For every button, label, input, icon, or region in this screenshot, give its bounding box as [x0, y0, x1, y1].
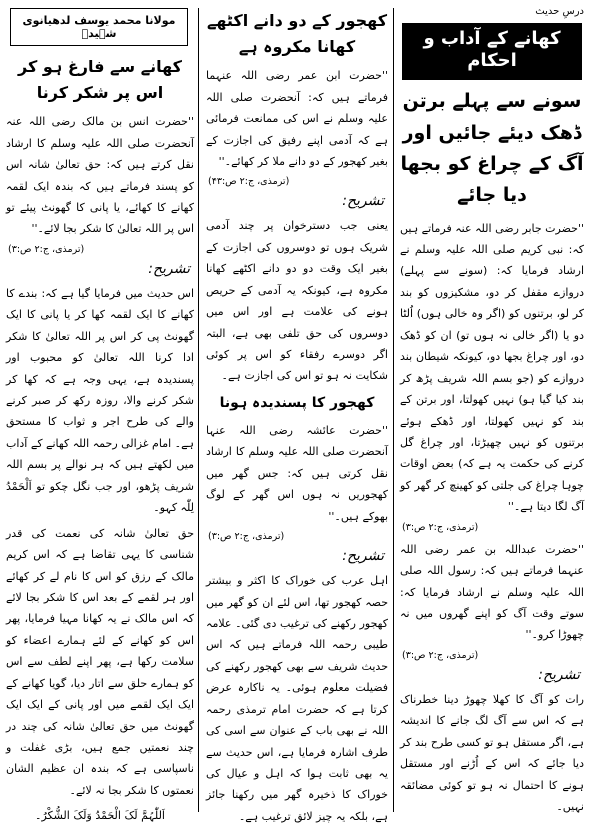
- heading-line: اس پر شکر کرنا: [36, 82, 164, 102]
- heading-line: کھجور کے دو دانے اکٹھے: [206, 11, 388, 30]
- series-title-box: کھانے کے آداب و احکام: [402, 23, 582, 80]
- hadith-reference: (ترمذی، ج:۲ ص:۴۳): [208, 176, 290, 188]
- tashreeh-text: یعنی جب دسترخوان پر چند آدمی شریک ہوں تو دوسروں کی اجازت کے بغیر ایک وقت دو دو دانے اکٹھے کھانا مکروہ ہے، کیونکہ یہ آدمی کے حریص ہونے کی علامت ہے اور اس میں دوسروں کی حق تلفی بھی ہے، البتہ اگر دوسرے رفقاء کو اس پر کوئی شکایت نہ ہو تو اس کی اجازت ہے۔: [206, 219, 388, 383]
- right-column: [398, 6, 586, 814]
- tashreeh-text: رات کو آگ کا کھلا چھوڑ دینا خطرناک ہے کہ اس سے آگ لگ جانے کا اندیشہ ہے، اگر مستقل ہو تو کسی طرح بند کر دیا جائے کہ اس کے اُڑنے اور مستقل ہونے کا احتمال نہ ہو تو کوئی مضائقہ نہیں۔: [400, 692, 584, 814]
- hadith-text: ''حضرت جابر رضی اللہ عنہ فرماتے ہیں کہ: نبی کریم صلی اللہ علیہ وسلم نے ارشاد فرمایا کہ: (سونے سے پہلے) دروازے مقفل کر دو، مشکیزوں کو بند کر لو، برتنوں کو (اگر وہ خالی ہوں) اُلٹا دو یا (اگر خالی نہ ہوں تو) ان کو ڈھک دو، اور چراغ بجھا دو، کیونکہ شیطان بند دروازے کو (جو بسم اللہ شریف پڑھ کر بند کیا گیا ہو) نہیں کھولتا، اور برتن کے بند کو نہیں کھولتا، اور ڈھکے ہوئے برتنوں کو نہیں چھیڑتا، اور چراغ گل کرنے کی حکمت یہ ہے کہ) بعض اوقات چوہا چراغ کی جلتی کو کھینچ کر گھر کو آگ لگا دیتا ہے۔'': [400, 221, 584, 514]
- tashreeh-label: تشریح:: [538, 666, 580, 683]
- tashreeh-text: اس حدیث میں فرمایا گیا ہے کہ: بندے کا کھانے کا ایک لقمہ کھا کر یا پانی کا ایک گھونٹ پی کر اس پر اللہ تعالیٰ کا شکر ادا کرنا اللہ تعالیٰ کو محبوب اور پسندیدہ ہے، یہی وجہ ہے کہ کھا کر شکر کرنے والا، روزہ رکھ کر صبر کرنے والے کی طرح اجر و ثواب کا مستحق ہے۔ امام غزالی رحمہ اللہ کھانے کے آداب میں لکھتے ہیں کہ ہر نوالے پر بسم اللہ شریف پڑھو، اور جب نگل چکو تو اَلْحَمْدُ لِلّٰہ کہو۔: [6, 286, 194, 515]
- hadith-text: ''حضرت انس بن مالک رضی اللہ عنہ آنحضرت صلی اللہ علیہ وسلم کا ارشاد نقل کرتے ہیں کہ: حق تعالیٰ شانہ اس کو پسند فرماتے ہیں کہ بندہ ایک لقمہ کھانے کا کھائے، یا پانی کا گھونٹ پیئے تو اس پر اللہ تعالیٰ کا شکر بجا لائے۔'': [6, 115, 194, 236]
- article-heading: [204, 8, 390, 59]
- heading-line: کھانے سے فارغ ہو کر: [18, 57, 182, 76]
- hadith-text: ''حضرت عبداللہ بن عمر رضی اللہ عنہما فرماتے ہیں کہ: رسول اللہ صلی اللہ علیہ وسلم نے ارشاد فرمایا کہ: سوتے وقت آگ کو اپنے گھروں میں نہ چھوڑا کرو۔'': [400, 542, 584, 642]
- tashreeh-text: اہل عرب کی خوراک کا اکثر و بیشتر حصہ کھجور تھا، اس لئے ان کو گھر میں کھجور رکھنے کی ترغیب دی گئی۔ علامہ طیبی رحمہ اللہ فرماتے ہیں کہ اس حدیث شریف سے بھی کھجور رکھنے کی فضیلت معلوم ہوئی۔ یہ ناکارہ عرض کرتا ہے کہ حضرت امام ترمذی رحمہ اللہ نے بھی باب کے عنوان سے اسی کی طرف اشارہ فرمایا ہے، اس حدیث سے یہ بھی ثابت ہوا کہ اہل و عیال کی خوراک کا ذخیرہ گھر میں رکھنا جائز ہے، بلکہ یہ چیز لائق ترغیب ہے۔: [206, 574, 388, 823]
- article-heading: کھجور کا پسندیدہ ہونا: [219, 394, 375, 411]
- hadith-reference: (ترمذی، ج:۲ ص:۳): [402, 649, 479, 661]
- heading-line: کھانا مکروہ ہے: [238, 36, 356, 56]
- hadith-reference: (ترمذی، ج:۲ ص:۳): [402, 521, 479, 533]
- tashreeh-text: حق تعالیٰ شانہ کی نعمت کی قدر شناسی کا یہی تقاضا ہے کہ اس کریم مالک کے رزق کو اس کا نام لے کر کھائے اور ہر لقمے کے بعد اس کا شکر بجا لائے کہ اس مالک نے یہ کھانا مہیا فرمایا، پھر اس کو کھانے کے لئے ہمارے اعضاء کو سلامت رکھا ہے، پھر اپنے لطف سے اس کو ہمارے حلق سے اتار دیا، گویا کھانے کے ایک ایک لقمے میں اور پانی کے ایک ایک گھونٹ میں حق تعالیٰ شانہ کی چند در چند نعمتیں جمع ہیں، بڑی غفلت و ناسپاسی ہے کہ بندہ ان عظیم الشان نعمتوں کا شکر بجا نہ لائے۔: [6, 526, 194, 797]
- column-divider: [198, 8, 199, 812]
- section-tag: درسِ حدیث: [535, 6, 584, 17]
- article-heading: سونے سے پہلے برتن ڈھک دیئے جائیں اور آگ کے چراغ کو بجھا دیا جائے: [400, 90, 584, 207]
- hadith-reference: (ترمذی، ج:۲ ص:۳): [8, 243, 85, 255]
- hadith-text: ''حضرت ابن عمر رضی اللہ عنہما فرماتے ہیں کہ: آنحضرت صلی اللہ علیہ وسلم نے اس کی ممانعت فرمائی ہے کہ آدمی اپنے رفیق کی اجازت کے بغیر کھجور کے دو دانے ملا کر کھائے۔'': [206, 69, 388, 168]
- tashreeh-label: تشریح:: [342, 548, 384, 565]
- hadith-reference: (ترمذی، ج:۲ ص:۳): [208, 531, 285, 543]
- tashreeh-label: تشریح:: [342, 193, 384, 210]
- column-divider: [393, 8, 394, 812]
- author-box: مولانا محمد یوسف لدھیانوی شہیدؒ: [10, 8, 188, 46]
- tashreeh-label: تشریح:: [148, 260, 190, 277]
- middle-column: [204, 6, 390, 823]
- closing-dua: اَللّٰہُمَّ لَکَ الْحَمْدُ وَلَکَ الشُّکْرُ۔: [35, 809, 165, 823]
- left-column: [4, 6, 196, 823]
- hadith-text: ''حضرت عائشہ رضی اللہ عنہا آنحضرت صلی اللہ علیہ وسلم کا ارشاد نقل کرتی ہیں کہ: جس گھر میں کھجوریں نہ ہوں اس گھر کے لوگ بھوکے ہیں۔'': [206, 423, 388, 523]
- article-heading: [4, 54, 196, 105]
